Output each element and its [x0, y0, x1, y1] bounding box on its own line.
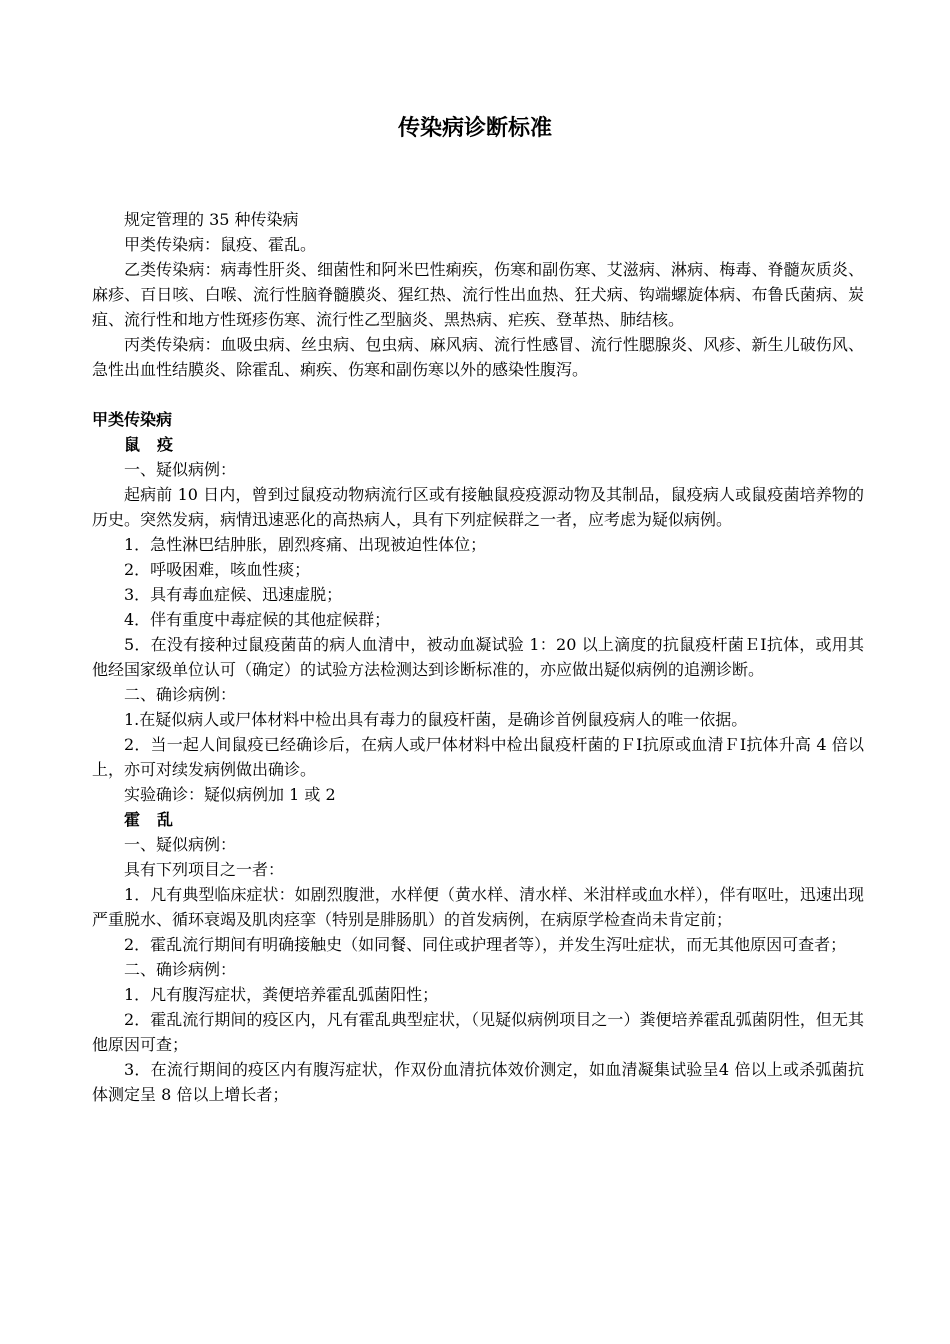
document-title: 传染病诊断标准 [397, 116, 552, 141]
cholera-item: 1．凡有典型临床症状：如剧烈腹泄，水样便（黄水样、清水样、米泔样或血水样），伴有呕吐，迅速出现严重脱水、循环衰竭及肌肉痉挛（特别是腓肠肌）的首发病例，在病原学检查尚未肯定前； [92, 885, 864, 929]
intro-class-a: 甲类传染病：鼠疫、霍乱。 [124, 235, 317, 254]
plague-suspected-heading: 一、疑似病例： [124, 460, 237, 479]
spacer [92, 382, 864, 407]
plague-confirmed-item: 1.在疑似病人或尸体材料中检出具有毒力的鼠疫杆菌，是确诊首例鼠疫病人的唯一依据。 [124, 710, 748, 729]
plague-item: 1．急性淋巴结肿胀，剧烈疼痛、出现被迫性体位； [124, 535, 487, 554]
plague-item: 3．具有毒血症候、迅速虚脱； [124, 585, 343, 604]
section-heading: 甲类传染病 [92, 410, 173, 429]
plague-item: 2．呼吸困难，咳血性痰； [124, 560, 311, 579]
cholera-confirmed-heading: 二、确诊病例： [124, 960, 237, 979]
plague-confirmed-item: 2．当一起人间鼠疫已经确诊后，在病人或尸体材料中检出鼠疫杆菌的ＦⅠ抗原或血清ＦⅠ抗体升高 4 倍以上，亦可对续发病例做出确诊。 [92, 735, 864, 779]
cholera-heading: 霍 乱 [124, 810, 174, 829]
cholera-confirmed-item: 3．在流行期间的疫区内有腹泻症状，作双份血清抗体效价测定，如血清凝集试验呈4 倍以上或杀弧菌抗体测定呈 8 倍以上增长者； [92, 1060, 864, 1104]
document-body [92, 207, 864, 1107]
plague-heading: 鼠 疫 [124, 435, 174, 454]
plague-confirmed-heading: 二、确诊病例： [124, 685, 237, 704]
cholera-suspected-heading: 一、疑似病例： [124, 835, 237, 854]
cholera-suspected-intro: 具有下列项目之一者： [124, 860, 285, 879]
intro-line: 规定管理的 35 种传染病 [124, 210, 299, 229]
cholera-item: 2．霍乱流行期间有明确接触史（如同餐、同住或护理者等），并发生泻吐症状，而无其他原因可查者； [124, 935, 847, 954]
plague-lab-confirm: 实验确诊：疑似病例加 1 或 2 [124, 785, 336, 804]
intro-class-c: 丙类传染病：血吸虫病、丝虫病、包虫病、麻风病、流行性感冒、流行性腮腺炎、风疹、新生儿破伤风、急性出血性结膜炎、除霍乱、痢疾、伤寒和副伤寒以外的感染性腹泻。 [92, 335, 864, 379]
plague-item: 5．在没有接种过鼠疫菌苗的病人血清中，被动血凝试验 1：20 以上滴度的抗鼠疫杆菌ＥⅠ抗体，或用其他经国家级单位认可（确定）的试验方法检测达到诊断标准的，亦应做出疑似病例的追溯诊断。 [92, 635, 864, 679]
cholera-confirmed-item: 1．凡有腹泻症状，粪便培养霍乱弧菌阳性； [124, 985, 439, 1004]
plague-suspected-text: 起病前 10 日内，曾到过鼠疫动物病流行区或有接触鼠疫疫源动物及其制品，鼠疫病人或鼠疫菌培养物的历史。突然发病，病情迅速恶化的高热病人，具有下列症候群之一者，应考虑为疑似病例。 [92, 485, 864, 529]
cholera-confirmed-item: 2．霍乱流行期间的疫区内，凡有霍乱典型症状，（见疑似病例项目之一）粪便培养霍乱弧菌阴性，但无其他原因可查； [92, 1010, 864, 1054]
intro-class-b: 乙类传染病：病毒性肝炎、细菌性和阿米巴性痢疾，伤寒和副伤寒、艾滋病、淋病、梅毒、脊髓灰质炎、麻疹、百日咳、白喉、流行性脑脊髓膜炎、猩红热、流行性出血热、狂犬病、钩端螺旋体病、布鲁氏菌病、炭疽、流行性和地方性斑疹伤寒、流行性乙型脑炎、黑热病、疟疾、登革热、肺结核。 [92, 260, 864, 329]
plague-item: 4．伴有重度中毒症候的其他症候群； [124, 610, 391, 629]
